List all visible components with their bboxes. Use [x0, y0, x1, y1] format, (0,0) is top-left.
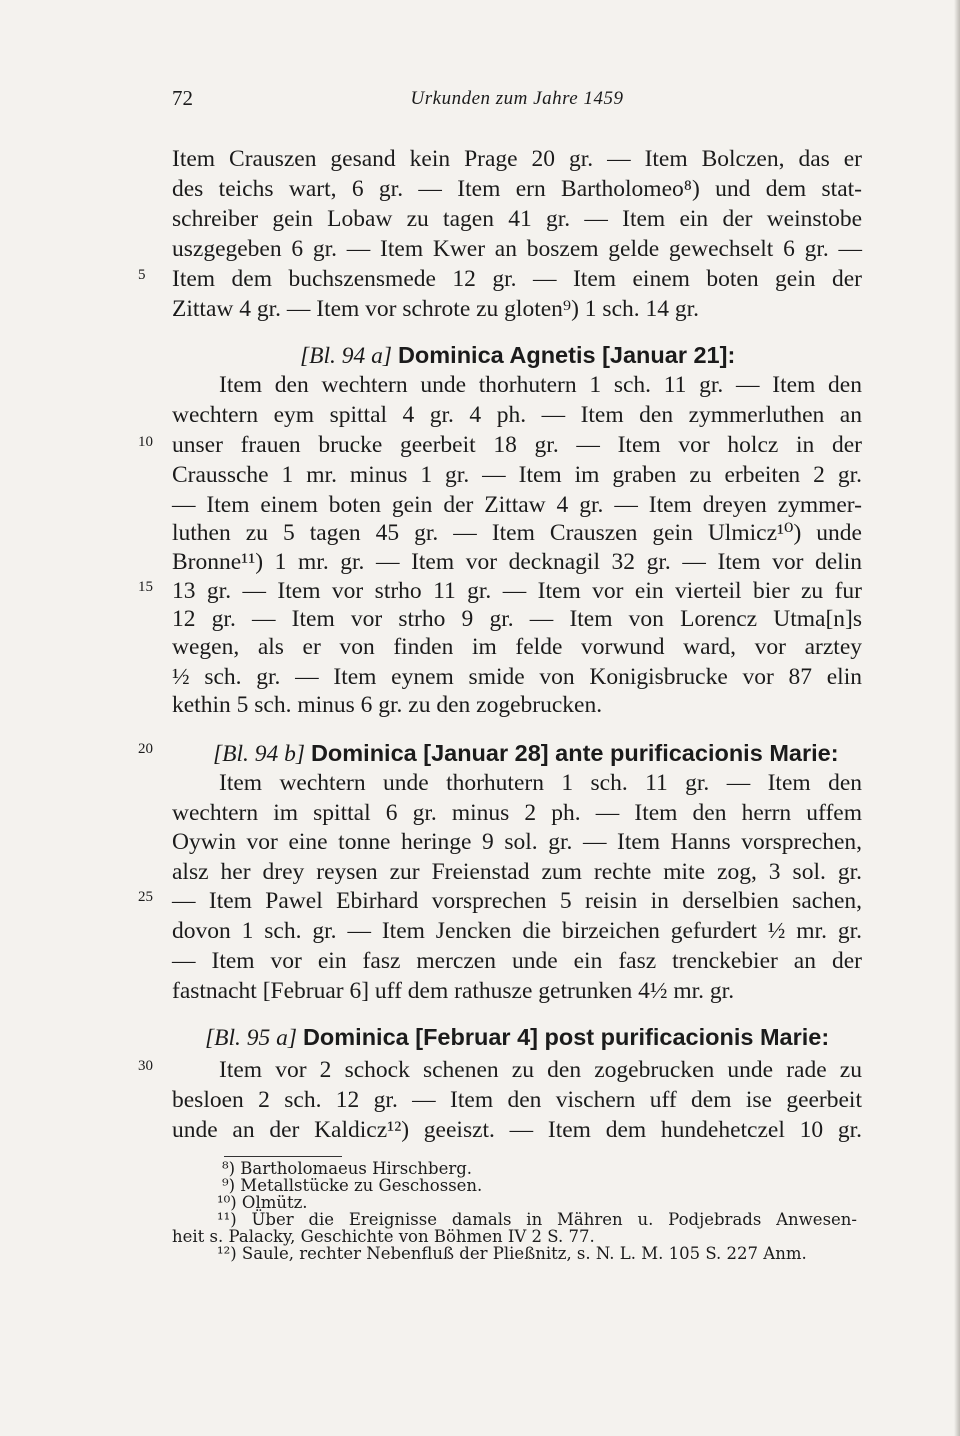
section-heading [205, 1022, 862, 1053]
text-line: fastnacht [Februar 6] uff dem rathusze getrunken 4½ mr. gr. [172, 978, 735, 1004]
line-number: 25 [138, 889, 153, 905]
line-number: 5 [138, 267, 146, 283]
text-line: — Item einem boten gein der Zittaw 4 gr. — Item dreyen zymmer- [172, 492, 862, 518]
text-line: kethin 5 sch. minus 6 gr. zu den zogebrucken. [172, 692, 603, 718]
text-line: besloen 2 sch. 12 gr. — Item den vischern uff dem ise geerbeit [172, 1087, 862, 1113]
folio-reference: [Bl. 95 a] [205, 1025, 298, 1051]
text-line: unser frauen brucke geerbeit 18 gr. — Item vor holcz in der [172, 432, 862, 458]
text-line: dovon 1 sch. gr. — Item Jencken die birzeichen gefurdert ½ mr. gr. [172, 918, 862, 944]
footnote: ¹²) Saule, rechter Nebenfluß der Pließnitz, s. N. L. M. 105 S. 227 Anm. [217, 1244, 807, 1263]
folio-reference: [Bl. 94 a] [300, 343, 393, 369]
text-line: alsz her drey reysen zur Freienstad zum rechte mite zog, 3 sol. gr. [172, 859, 862, 885]
section-title: Dominica [Januar 28] ante purificacionis Marie: [310, 740, 839, 766]
section-heading [213, 738, 862, 769]
footnote: ¹⁰) Olmütz. [217, 1193, 308, 1212]
section-heading [300, 340, 862, 371]
text-line: des teichs wart, 6 gr. — Item ern Bartholomeo⁸) und dem stat- [172, 176, 862, 202]
line-number: 10 [138, 434, 153, 450]
text-line: Item Crauszen gesand kein Prage 20 gr. — Item Bolczen, das er [172, 146, 862, 172]
footnote: ⁹) Metallstücke zu Geschossen. [222, 1176, 483, 1195]
text-line: 13 gr. — Item vor strho 11 gr. — Item vor ein vierteil bier zu fur [172, 578, 862, 604]
page-number: 72 [172, 86, 193, 110]
line-number: 15 [138, 579, 153, 595]
text-line: unde an der Kaldicz¹²) geeiszt. — Item dem hundehetczel 10 gr. [172, 1117, 862, 1143]
text-line: luthen zu 5 tagen 45 gr. — Item Crauszen gein Ulmicz¹⁰) unde [172, 520, 862, 546]
running-header [172, 86, 862, 116]
text-line: Bronne¹¹) 1 mr. gr. — Item vor decknagil 32 gr. — Item vor delin [172, 549, 862, 575]
section-title: Dominica [Februar 4] post purificacionis Marie: [302, 1024, 830, 1050]
text-line: Zittaw 4 gr. — Item vor schrote zu gloten⁹) 1 sch. 14 gr. [172, 296, 700, 322]
text-line: schreiber gein Lobaw zu tagen 41 gr. — Item ein der weinstobe [172, 206, 862, 232]
running-title: Urkunden zum Jahre 1459 [410, 88, 624, 109]
text-line: Item vor 2 schock schenen zu den zogebrucken unde rade zu [219, 1057, 862, 1083]
text-line: ½ sch. gr. — Item eynem smide von Konigisbrucke vor 87 elin [172, 664, 862, 690]
text-line: wechtern eym spittal 4 gr. 4 ph. — Item den zymmerluthen an [172, 402, 862, 428]
page-edge-shadow [954, 0, 960, 1436]
folio-reference: [Bl. 94 b] [213, 741, 306, 767]
text-line: Item dem buchszensmede 12 gr. — Item einem boten gein der [172, 266, 862, 292]
text-line: Item wechtern unde thorhutern 1 sch. 11 gr. — Item den [219, 770, 862, 796]
section-title: Dominica Agnetis [Januar 21]: [397, 342, 736, 368]
text-line: uszgegeben 6 gr. — Item Kwer an boszem gelde gewechselt 6 gr. — [172, 236, 862, 262]
text-line: Oywin vor eine tonne heringe 9 sol. gr. — Item Hanns vorsprechen, [172, 829, 862, 855]
footnote-continuation: heit s. Palacky, Geschichte von Böhmen IV 2 S. 77. [172, 1227, 595, 1246]
text-line: wechtern im spittal 6 gr. minus 2 ph. — Item den herrn uffem [172, 800, 862, 826]
footnote: ¹¹) Über die Ereignisse damals in Mähren u. Podjebrads Anwesen- [217, 1210, 857, 1229]
footnote: ⁸) Bartholomaeus Hirschberg. [222, 1159, 473, 1178]
text-line: 12 gr. — Item vor strho 9 gr. — Item von Lorencz Utma[n]s [172, 606, 862, 632]
footnote-rule [224, 1156, 342, 1157]
text-line: Craussche 1 mr. minus 1 gr. — Item im graben zu erbeiten 2 gr. [172, 462, 862, 488]
text-line: — Item vor ein fasz merczen unde ein fasz trenckebier an der [172, 948, 862, 974]
line-number: 20 [138, 741, 153, 757]
text-line: Item den wechtern unde thorhutern 1 sch. 11 gr. — Item den [219, 372, 862, 398]
text-line: — Item Pawel Ebirhard vorsprechen 5 reisin in derselbien sachen, [172, 888, 862, 914]
line-number: 30 [138, 1058, 153, 1074]
text-line: wegen, als er von finden im felde vorwund ward, vor arztey [172, 634, 862, 660]
